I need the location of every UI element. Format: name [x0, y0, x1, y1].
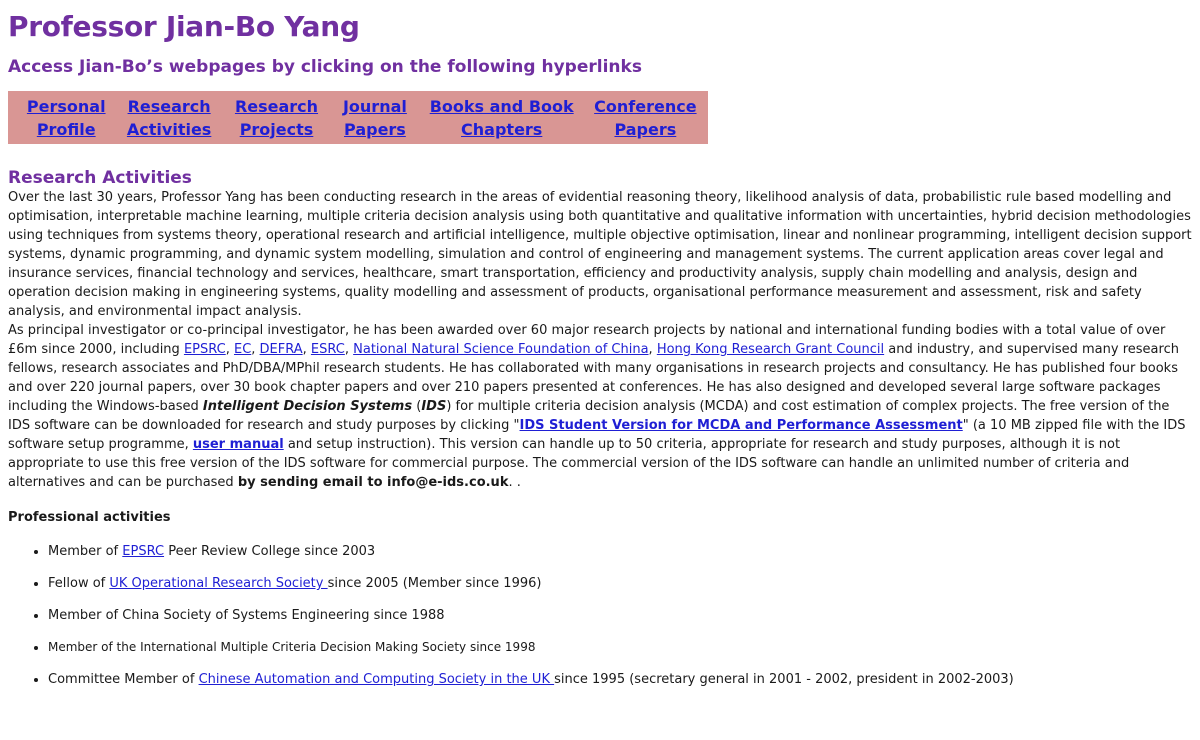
nnsfc-link[interactable]: National Natural Science Foundation of China	[353, 342, 649, 357]
hk-research-grant-council-link[interactable]: Hong Kong Research Grant Council	[656, 342, 885, 357]
list-item: • Fellow of UK Operational Research Society since 2005 (Member since 1996)	[48, 574, 1192, 593]
nav-link-research-projects[interactable]: Research Projects	[234, 96, 319, 139]
research-overview-paragraph: Over the last 30 years, Professor Yang has been conducting research in the areas of evidential reasoning theory, likelihood analysis of data, probabilistic rule based modelling and optimisation, interpretable machine learning, multiple criteria decision analysis using both quantitative and qualitative information with uncertainties, hybrid decision methodologies using techniques from systems theory, operational research and artificial intelligence, multiple objective optimisation, linear and nonlinear programming, intelligent decision support systems, dynamic programming, and dynamic system modelling, simulation and control of engineering and management systems. The current application areas cover legal and insurance services, financial technology and services, healthcare, smart transportation, efficiency and productivity analysis, supply chain modelling and analysis, design and operation decision making in engineering systems, quality modelling and assessment of products, organisational performance measurement and assessment, risk and safety analysis, and environmental impact analysis.	[8, 190, 1192, 319]
epsrc-peer-review-link[interactable]: EPSRC	[122, 544, 165, 559]
chinese-automation-society-link[interactable]: Chinese Automation and Computing Society in the UK	[198, 672, 555, 687]
ids-student-version-link[interactable]: IDS Student Version for MCDA and Performance Assessment	[519, 418, 963, 433]
nav-link-research-activities[interactable]: Research Activities	[126, 96, 212, 139]
purchase-email-text: by sending email to info@e-ids.co.uk	[237, 475, 509, 490]
nav-bar	[8, 91, 708, 144]
nav-link-conference-papers[interactable]: Conference Papers	[594, 96, 697, 139]
list-item: • Member of the International Multiple Criteria Decision Making Society since 1998	[48, 638, 1192, 657]
uk-or-society-link[interactable]: UK Operational Research Society	[109, 576, 328, 591]
funding-software-paragraph: As principal investigator or co-principal investigator, he has been awarded over 60 major research projects by national and international funding bodies with a total value of over £6m since 2000, including EPSRC, EC, DEFRA, ESRC, National Natural Science Foundation of China, Hong Kong Research Grant Council and industry, and supervised many research fellows, research associates and PhD/DBA/MPhil research students. He has collaborated with many organisations in research projects and consultancy. He has published four books and over 220 journal papers, over 30 book chapter papers and over 210 papers presented at conferences. He has also designed and developed several large software packages including the Windows-based Intelligent Decision Systems (IDS) for multiple criteria decision analysis (MCDA) and cost estimation of complex projects. The free version of the IDS software can be downloaded for research and study purposes by clicking "IDS Student Version for MCDA and Performance Assessment" (a 10 MB zipped file with the IDS software setup programme, user manual and setup instruction). This version can handle up to 50 criteria, appropriate for research and study purposes, although it is not appropriate to use this free version of the IDS software for commercial purpose. The commercial version of the IDS software can handle an unlimited number of criteria and alternatives and can be purchased by sending email to info@e-ids.co.uk. .	[8, 323, 1186, 490]
professional-activities-heading: Professional activities	[8, 510, 171, 525]
esrc-link[interactable]: ESRC	[310, 342, 345, 357]
ids-abbr: IDS	[421, 399, 447, 414]
ids-name: Intelligent Decision Systems	[202, 399, 413, 414]
defra-link[interactable]: DEFRA	[259, 342, 303, 357]
page-title: Professor Jian-Bo Yang	[8, 10, 360, 43]
professional-activities-list	[8, 542, 1192, 689]
nav-link-personal-profile[interactable]: Personal Profile	[26, 96, 106, 139]
list-item: • Committee Member of Chinese Automation and Computing Society in the UK since 1995 (secretary general in 2001 - 2002, president in 2002-2003)	[48, 670, 1192, 689]
page-subtitle: Access Jian-Bo’s webpages by clicking on the following hyperlinks	[8, 57, 642, 77]
list-item: • Member of EPSRC Peer Review College since 2003	[48, 542, 1192, 561]
ec-link[interactable]: EC	[233, 342, 252, 357]
nav-link-journal-papers[interactable]: Journal Papers	[342, 96, 407, 139]
list-item: • Member of China Society of Systems Engineering since 1988	[48, 606, 1192, 625]
nav-link-books-and-book-chapters[interactable]: Books and Book Chapters	[429, 96, 574, 139]
user-manual-link[interactable]: user manual	[192, 437, 284, 452]
epsrc-link[interactable]: EPSRC	[183, 342, 226, 357]
section-title: Research Activities	[8, 168, 192, 188]
